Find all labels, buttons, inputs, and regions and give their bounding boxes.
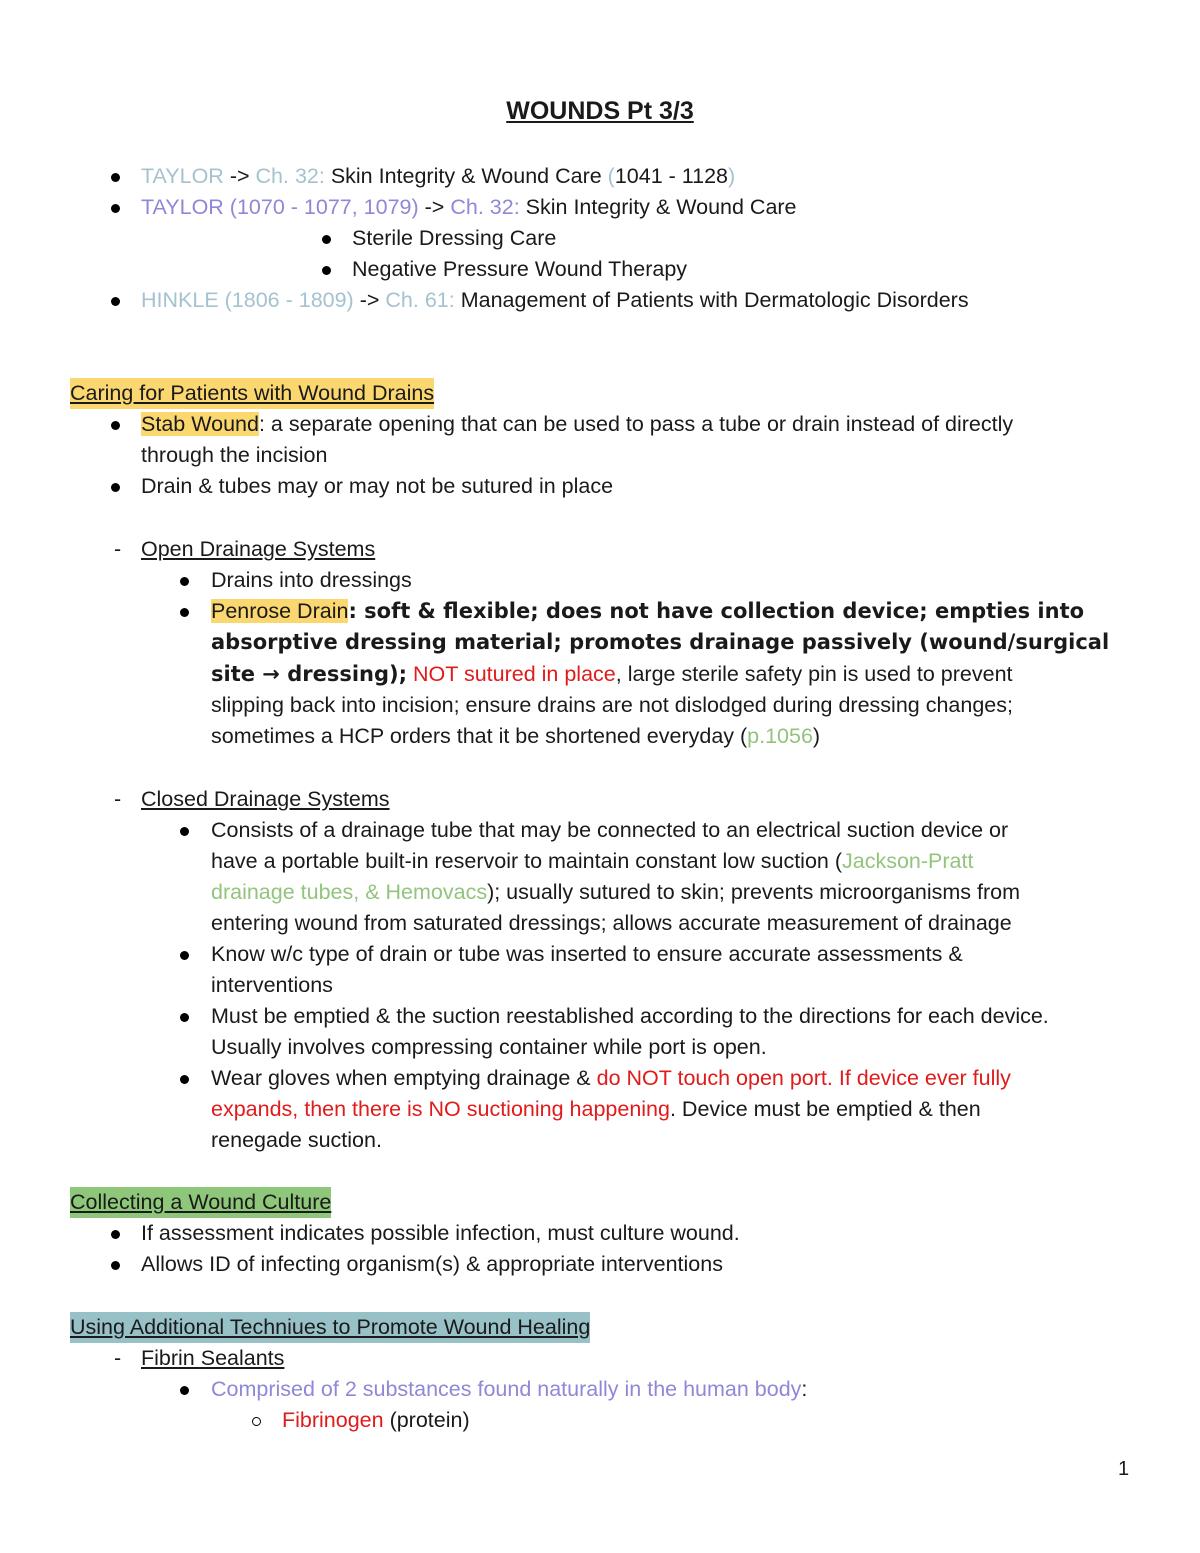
arrow-text: -> <box>353 288 386 312</box>
bullet-icon <box>111 421 120 430</box>
bullet-icon <box>180 577 189 586</box>
paren-close: ) <box>728 164 736 188</box>
bullet-icon <box>111 204 120 213</box>
dash-marker: - <box>114 537 122 561</box>
item-text: ); usually sutured to skin; prevents microorganisms from <box>487 880 1020 904</box>
chapter-label: Ch. 32: <box>255 164 325 188</box>
item-text: (protein) <box>383 1408 470 1432</box>
definition-text: : a separate opening that can be used to pass a tube or drain instead of directly <box>258 412 1014 436</box>
substance-name: Fibrinogen <box>282 1408 384 1432</box>
item-text: Drains into dressings <box>211 568 412 592</box>
reference-source: TAYLOR <box>141 164 224 188</box>
item-text: sometimes a HCP orders that it be shortened everyday ( <box>211 724 748 748</box>
bullet-icon <box>180 608 189 617</box>
item-text: Consists of a drainage tube that may be connected to an electrical suction device or <box>211 818 1009 842</box>
item-text: Must be emptied & the suction reestablished according to the directions for each device. <box>211 1004 1049 1028</box>
item-text: Allows ID of infecting organism(s) & appropriate interventions <box>141 1252 723 1276</box>
arrow-text: -> <box>418 195 451 219</box>
item-text: Comprised of 2 substances found naturally in the human body <box>211 1377 802 1401</box>
bullet-icon <box>180 1013 189 1022</box>
bullet-icon <box>180 827 189 836</box>
subsection-heading: Open Drainage Systems <box>141 537 376 561</box>
item-text: . Device must be emptied & then <box>669 1097 981 1121</box>
arrow-text: -> <box>223 164 256 188</box>
section-heading: Collecting a Wound Culture <box>70 1187 331 1218</box>
item-text: If assessment indicates possible infection, must culture wound. <box>141 1221 740 1245</box>
paren-open: ( <box>607 164 615 188</box>
subitem-text: Sterile Dressing Care <box>352 226 557 250</box>
bullet-icon <box>111 173 120 182</box>
hollow-bullet-icon <box>252 1417 261 1426</box>
reference-source: TAYLOR (1070 - 1077, 1079) <box>141 195 419 219</box>
term-highlight: Penrose Drain <box>211 599 349 623</box>
bullet-icon <box>180 1075 189 1084</box>
device-name: Jackson-Pratt <box>842 849 974 873</box>
section-heading: Using Additional Techniues to Promote Wound Healing <box>70 1312 590 1343</box>
item-text: Wear gloves when emptying drainage & <box>211 1066 597 1090</box>
item-text: entering wound from saturated dressings; allows accurate measurement of drainage <box>211 911 1012 935</box>
bullet-icon <box>180 1386 189 1395</box>
bullet-icon <box>180 951 189 960</box>
page-range: 1041 - 1128 <box>614 164 729 188</box>
bold-text: : soft & flexible; does not have collection device; empties into <box>348 599 1085 623</box>
item-text: , large sterile safety pin is used to prevent <box>615 662 1013 686</box>
warning-text: NOT sutured in place <box>407 662 616 686</box>
term-highlight: Stab Wound <box>141 412 259 436</box>
bullet-icon <box>322 266 331 275</box>
page-number: 1 <box>1118 1458 1130 1480</box>
warning-text: expands, then there is NO suctioning happening <box>211 1097 670 1121</box>
chapter-label: Ch. 61: <box>385 288 455 312</box>
item-text: Know w/c type of drain or tube was inserted to ensure accurate assessments & <box>211 942 963 966</box>
item-text: Drain & tubes may or may not be sutured in place <box>141 474 614 498</box>
section-heading: Caring for Patients with Wound Drains <box>70 378 434 409</box>
definition-text: through the incision <box>141 443 328 467</box>
subsection-heading: Closed Drainage Systems <box>141 787 390 811</box>
bullet-icon <box>322 235 331 244</box>
colon-text: : <box>801 1377 808 1401</box>
reference-source: HINKLE (1806 - 1809) <box>141 288 354 312</box>
item-text: renegade suction. <box>211 1128 382 1152</box>
item-text: have a portable built-in reservoir to maintain constant low suction ( <box>211 849 842 873</box>
item-text: ) <box>812 724 821 748</box>
bold-text: absorptive dressing material; promotes drainage passively (wound/surgical <box>211 630 1110 654</box>
subsection-heading: Fibrin Sealants <box>141 1346 285 1370</box>
warning-text: do NOT touch open port. If device ever fully <box>596 1066 1011 1090</box>
dash-marker: - <box>114 787 122 811</box>
page-title: WOUNDS Pt 3/3 <box>506 97 694 125</box>
bullet-icon <box>111 297 120 306</box>
item-text: Usually involves compressing container while port is open. <box>211 1035 767 1059</box>
chapter-title: Management of Patients with Dermatologic Disorders <box>454 288 969 312</box>
device-name: drainage tubes, & Hemovacs <box>211 880 488 904</box>
chapter-title: Skin Integrity & Wound Care <box>519 195 797 219</box>
bullet-icon <box>111 1261 120 1270</box>
bullet-icon <box>111 483 120 492</box>
page-reference: p.1056 <box>747 724 813 748</box>
bold-text: site → dressing); <box>211 662 408 686</box>
bullet-icon <box>111 1230 120 1239</box>
dash-marker: - <box>114 1346 122 1370</box>
chapter-title: Skin Integrity & Wound Care <box>324 164 608 188</box>
subitem-text: Negative Pressure Wound Therapy <box>352 257 688 281</box>
item-text: slipping back into incision; ensure drains are not dislodged during dressing changes; <box>211 693 1013 717</box>
item-text: interventions <box>211 973 333 997</box>
chapter-label: Ch. 32: <box>450 195 520 219</box>
